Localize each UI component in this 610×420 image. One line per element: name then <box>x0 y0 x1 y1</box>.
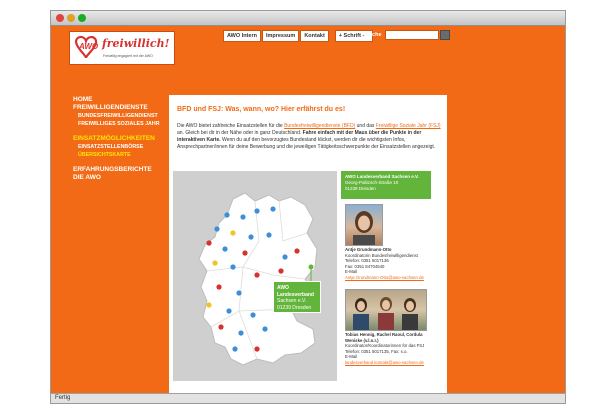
map-point[interactable] <box>240 214 245 219</box>
map-point[interactable] <box>262 326 267 331</box>
font-size-control[interactable]: + Schrift - <box>335 30 373 42</box>
logo-tagline: Freiwillig engagiert mit der AWO <box>103 54 153 58</box>
map-point[interactable] <box>254 272 259 277</box>
search-input[interactable] <box>385 30 439 40</box>
person2-name: Tobias Hennig, Rachel Raoul, Cordula Weniske (v.l.n.r.) <box>345 332 423 343</box>
sidebar-subitem-einsatzstellenboerse[interactable]: EINSATZSTELLENBÖRSE <box>78 144 144 150</box>
person2-role: Koordinator/Koordinatorinnen für das FSJ <box>345 343 425 349</box>
logo-slogan: freiwillich! <box>102 37 170 50</box>
map-point[interactable] <box>270 206 275 211</box>
intro-text <box>177 123 441 151</box>
map-point[interactable] <box>254 346 259 351</box>
search-area <box>365 30 450 40</box>
map-point[interactable] <box>236 290 241 295</box>
zoom-window-button[interactable] <box>78 14 86 22</box>
nav-impressum[interactable]: Impressum <box>262 30 299 42</box>
sidebar-subitem-bfd[interactable]: BUNDESFREIWILLIGENDIENST <box>78 113 158 119</box>
map-point[interactable] <box>216 284 221 289</box>
map-point[interactable] <box>224 212 229 217</box>
box-title: AWO Landesverband Sachsen e.V. <box>345 174 419 179</box>
map-point[interactable] <box>218 324 223 329</box>
person1-name: Antje Grundmann-Otto <box>345 247 392 252</box>
sidebar-item-die-awo[interactable]: DIE AWO <box>73 174 101 181</box>
person1-email-link[interactable]: Antje.Grundmann-Otto@awo-sachsen.de <box>345 274 424 280</box>
germany-shape <box>199 193 317 365</box>
map-point[interactable] <box>214 226 219 231</box>
tooltip-line1: Sachsen e.V. <box>277 298 307 304</box>
main-content <box>169 95 447 395</box>
top-navigation <box>223 30 374 41</box>
info-panel <box>341 171 439 381</box>
browser-window <box>50 10 566 404</box>
tooltip-title: AWO Landesverband <box>277 285 314 298</box>
map-point[interactable] <box>254 208 259 213</box>
intro-text-bold: Fahre einfach mit der Maus über die Punkte in der interaktiven Karte. <box>177 130 422 143</box>
map-point[interactable] <box>294 248 299 253</box>
map-point[interactable] <box>242 250 247 255</box>
intro-text-3: an. Gleich bei dir in der Nähe oder in ganz Deutschland. <box>177 130 303 136</box>
map-point[interactable] <box>232 346 237 351</box>
status-text: Fertig <box>55 395 71 401</box>
map-point[interactable] <box>212 260 217 265</box>
sidebar-item-einsatzmoeglichkeiten[interactable]: EINSATZMÖGLICHKEITEN <box>73 135 155 142</box>
person1-photo <box>345 204 383 246</box>
group-icon <box>346 290 426 330</box>
map-point[interactable] <box>278 268 283 273</box>
person1-role: Koordinatorin Bundesfreiwilligendienst <box>345 252 418 258</box>
interactive-map[interactable] <box>173 171 337 381</box>
map-point[interactable] <box>230 230 235 235</box>
minimize-window-button[interactable] <box>67 14 75 22</box>
person2-email-label: E-Mail <box>345 354 358 360</box>
close-window-button[interactable] <box>56 14 64 22</box>
intro-text-1: Die AWO bietet zahlreiche Einsatzstellen für die <box>177 123 285 129</box>
map-point[interactable] <box>266 232 271 237</box>
intro-text-2: und das <box>355 123 376 129</box>
map-point[interactable] <box>206 240 211 245</box>
map-point[interactable] <box>250 312 255 317</box>
tooltip-line2: 01239 Dresden <box>277 304 312 311</box>
link-fsj[interactable]: Freiwillige Soziale Jahr (FSJ) <box>375 123 441 129</box>
sidebar-subitem-fsj[interactable]: FREIWILLIGES SOZIALES JAHR <box>78 121 160 127</box>
person-icon <box>346 205 382 245</box>
map-point[interactable] <box>238 330 243 335</box>
nav-kontakt[interactable]: Kontakt <box>300 30 328 42</box>
sidebar-subitem-uebersichtskarte[interactable]: ÜBERSICHTSKARTE <box>78 152 131 158</box>
map-tooltip <box>273 281 321 313</box>
germany-map <box>173 171 337 381</box>
landesverband-box <box>341 171 431 199</box>
person2-phone: Telefon: 0351 5017135, Fax: s.o. <box>345 348 408 354</box>
link-bfd[interactable]: Bundesfreiwilligendienste (BFD) <box>284 123 356 129</box>
nav-awo-intern[interactable]: AWO Intern <box>223 30 261 42</box>
person1-details <box>345 247 439 281</box>
person2-details <box>345 332 439 366</box>
sidebar-navigation <box>73 96 173 182</box>
awo-logo[interactable] <box>69 31 175 65</box>
status-bar <box>51 393 565 403</box>
map-point[interactable] <box>230 264 235 269</box>
person2-photo <box>345 289 427 331</box>
sidebar-item-erfahrungsberichte[interactable]: ERFAHRUNGSBERICHTE <box>73 166 152 173</box>
person1-email-label: E-Mail <box>345 269 358 275</box>
search-submit-button[interactable] <box>440 30 450 40</box>
title-bar <box>51 11 565 26</box>
map-point[interactable] <box>206 302 211 307</box>
page-title: BFD und FSJ: Was, wann, wo? Hier erfährst du es! <box>177 106 346 113</box>
box-line2: 01239 Dresden <box>345 186 376 191</box>
search-label: Suche <box>365 32 382 38</box>
map-point[interactable] <box>222 246 227 251</box>
logo-brand: AWO <box>79 42 99 51</box>
map-point[interactable] <box>282 254 287 259</box>
person2-email-link[interactable]: landesverband.kontakt@awo-sachsen.de <box>345 359 424 365</box>
map-point[interactable] <box>248 234 253 239</box>
sidebar-item-freiwilligendienste[interactable]: FREIWILLIGENDIENSTE <box>73 104 148 111</box>
person1-fax: Fax: 0351 84704540 <box>345 263 385 269</box>
person1-phone: Telefon: 0351 5017136 <box>345 258 389 264</box>
sidebar-item-home[interactable]: HOME <box>73 96 93 103</box>
map-point[interactable] <box>226 308 231 313</box>
box-line1: Georg-Palitzsch-Straße 10 <box>345 180 399 185</box>
intro-text-4: Wenn du auf den bevorzugtes Bundesland klickst, werden dir die wichtigsten Infos, Ansprechpartner/innen für deine Bewerbung und die jeweiligen Tätigkeitsschwerpunkte der Einsatzstellen angezeigt. <box>177 137 436 150</box>
